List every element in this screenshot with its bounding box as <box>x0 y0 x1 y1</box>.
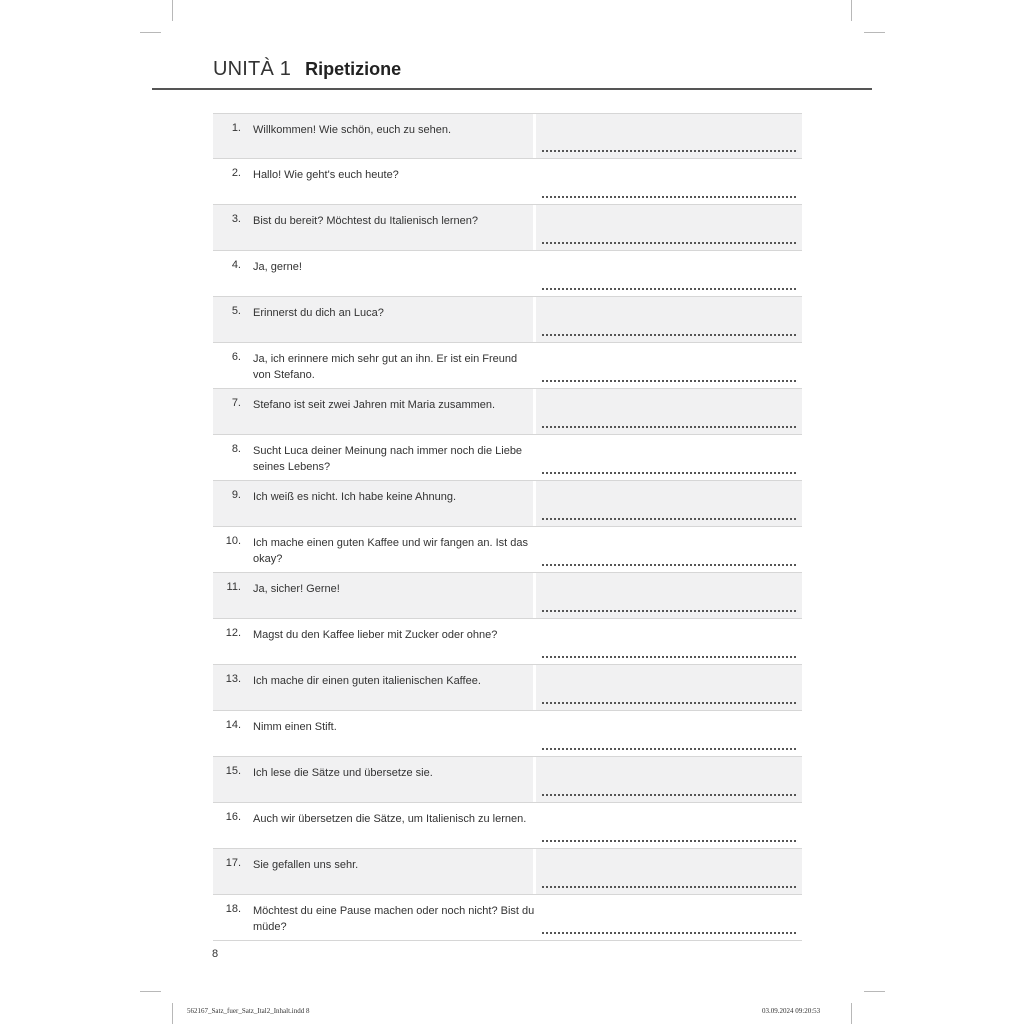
answer-cell[interactable] <box>536 389 802 434</box>
sentence-text: Hallo! Wie geht's euch heute? <box>253 169 399 181</box>
answer-cell[interactable] <box>536 757 802 802</box>
sentence-cell <box>213 803 533 848</box>
sentence-number: 14. <box>225 719 241 731</box>
answer-cell[interactable] <box>536 527 802 572</box>
sentence-text: Ich mache einen guten Kaffee und wir fangen an. Ist das okay? <box>253 537 528 565</box>
exercise-row <box>213 205 802 251</box>
sentence-cell <box>213 205 533 250</box>
crop-mark <box>140 991 161 992</box>
sentence-cell <box>213 527 533 572</box>
sentence-number: 5. <box>231 305 241 317</box>
answer-line[interactable] <box>542 886 796 888</box>
answer-cell[interactable] <box>536 159 802 204</box>
answer-line[interactable] <box>542 334 796 336</box>
answer-line[interactable] <box>542 656 796 658</box>
sentence-number: 12. <box>225 627 241 639</box>
exercise-row <box>213 803 802 849</box>
sentence-number: 10. <box>225 535 241 547</box>
file-slug: 562167_Satz_fuer_Satz_Ital2_Inhalt.indd 8 <box>187 1007 310 1015</box>
answer-line[interactable] <box>542 748 796 750</box>
sentence-number: 3. <box>231 213 241 225</box>
exercise-row <box>213 159 802 205</box>
answer-line[interactable] <box>542 472 796 474</box>
sentence-text: Ich mache dir einen guten italienischen Kaffee. <box>253 675 481 687</box>
sentence-cell <box>213 114 533 158</box>
exercise-row <box>213 895 802 941</box>
crop-mark <box>864 991 885 992</box>
answer-cell[interactable] <box>536 205 802 250</box>
answer-line[interactable] <box>542 932 796 934</box>
sentence-number: 1. <box>231 122 241 134</box>
answer-line[interactable] <box>542 794 796 796</box>
page-number: 8 <box>212 948 219 960</box>
exercise-row <box>213 619 802 665</box>
answer-cell[interactable] <box>536 619 802 664</box>
sentence-text: Auch wir übersetzen die Sätze, um Italienisch zu lernen. <box>253 813 527 825</box>
sentence-text: Ja, sicher! Gerne! <box>253 583 340 595</box>
sentence-text: Stefano ist seit zwei Jahren mit Maria zusammen. <box>253 399 496 411</box>
sentence-text: Willkommen! Wie schön, euch zu sehen. <box>253 124 452 136</box>
sentence-cell <box>213 895 533 940</box>
sentence-text: Erinnerst du dich an Luca? <box>253 307 384 319</box>
sentence-cell <box>213 343 533 388</box>
crop-mark <box>851 1003 852 1024</box>
crop-mark <box>172 0 173 21</box>
sentence-number: 6. <box>231 351 241 363</box>
sentence-number: 2. <box>231 167 241 179</box>
exercise-row <box>213 389 802 435</box>
sentence-text: Ja, ich erinnere mich sehr gut an ihn. Er ist ein Freund von Stefano. <box>253 353 518 381</box>
exercise-row <box>213 527 802 573</box>
answer-cell[interactable] <box>536 665 802 710</box>
sentence-cell <box>213 481 533 526</box>
sentence-text: Ja, gerne! <box>253 261 302 273</box>
answer-cell[interactable] <box>536 343 802 388</box>
exercise-row <box>213 113 802 159</box>
answer-line[interactable] <box>542 288 796 290</box>
sentence-cell <box>213 297 533 342</box>
sentence-cell <box>213 389 533 434</box>
answer-cell[interactable] <box>536 573 802 618</box>
sentence-number: 13. <box>225 673 241 685</box>
answer-line[interactable] <box>542 610 796 612</box>
answer-cell[interactable] <box>536 435 802 480</box>
sentence-text: Sucht Luca deiner Meinung nach immer noch die Liebe seines Lebens? <box>253 445 523 473</box>
sentence-number: 8. <box>231 443 241 455</box>
sentence-number: 9. <box>231 489 241 501</box>
crop-mark <box>140 32 161 33</box>
answer-cell[interactable] <box>536 711 802 756</box>
sentence-cell <box>213 711 533 756</box>
page-header <box>213 58 813 90</box>
sentence-cell <box>213 573 533 618</box>
exercise-row <box>213 665 802 711</box>
sentence-number: 7. <box>231 397 241 409</box>
exercise-row <box>213 251 802 297</box>
sentence-text: Sie gefallen uns sehr. <box>253 859 359 871</box>
sentence-cell <box>213 665 533 710</box>
sentence-cell <box>213 849 533 894</box>
answer-line[interactable] <box>542 380 796 382</box>
page-title: Ripetizione <box>305 59 402 79</box>
answer-line[interactable] <box>542 242 796 244</box>
answer-line[interactable] <box>542 518 796 520</box>
crop-mark <box>864 32 885 33</box>
exercise-row <box>213 849 802 895</box>
answer-cell[interactable] <box>536 481 802 526</box>
sentence-number: 15. <box>225 765 241 777</box>
answer-line[interactable] <box>542 840 796 842</box>
exercise-row <box>213 711 802 757</box>
answer-cell[interactable] <box>536 803 802 848</box>
sentence-cell <box>213 251 533 296</box>
exercise-row <box>213 481 802 527</box>
sentence-text: Ich lese die Sätze und übersetze sie. <box>253 767 433 779</box>
sentence-cell <box>213 757 533 802</box>
sentence-number: 16. <box>225 811 241 823</box>
answer-line[interactable] <box>542 150 796 152</box>
print-timestamp: 03.09.2024 09:20:53 <box>762 1007 821 1015</box>
answer-line[interactable] <box>542 702 796 704</box>
sentence-number: 11. <box>226 581 241 593</box>
sentence-cell <box>213 159 533 204</box>
answer-cell[interactable] <box>536 297 802 342</box>
answer-cell[interactable] <box>536 114 802 158</box>
answer-line[interactable] <box>542 564 796 566</box>
answer-line[interactable] <box>542 196 796 198</box>
answer-cell[interactable] <box>536 849 802 894</box>
crop-mark <box>851 0 852 21</box>
sentence-number: 4. <box>231 259 241 271</box>
sentence-cell <box>213 619 533 664</box>
answer-cell[interactable] <box>536 251 802 296</box>
header-rule <box>152 88 872 90</box>
sentence-text: Nimm einen Stift. <box>253 721 337 733</box>
sentence-text: Möchtest du eine Pause machen oder noch nicht? Bist du müde? <box>253 905 535 933</box>
exercise-row <box>213 573 802 619</box>
sentence-text: Ich weiß es nicht. Ich habe keine Ahnung. <box>253 491 457 503</box>
exercise-row <box>213 297 802 343</box>
sentence-cell <box>213 435 533 480</box>
exercise-row <box>213 435 802 481</box>
translation-exercise <box>213 113 802 941</box>
answer-line[interactable] <box>542 426 796 428</box>
unit-label: UNITÀ 1 <box>213 58 292 80</box>
sentence-text: Magst du den Kaffee lieber mit Zucker oder ohne? <box>253 629 498 641</box>
answer-cell[interactable] <box>536 895 802 940</box>
sentence-text: Bist du bereit? Möchtest du Italienisch lernen? <box>253 215 479 227</box>
crop-mark <box>172 1003 173 1024</box>
sentence-number: 18. <box>225 903 241 915</box>
exercise-row <box>213 343 802 389</box>
exercise-row <box>213 757 802 803</box>
sentence-number: 17. <box>225 857 241 869</box>
